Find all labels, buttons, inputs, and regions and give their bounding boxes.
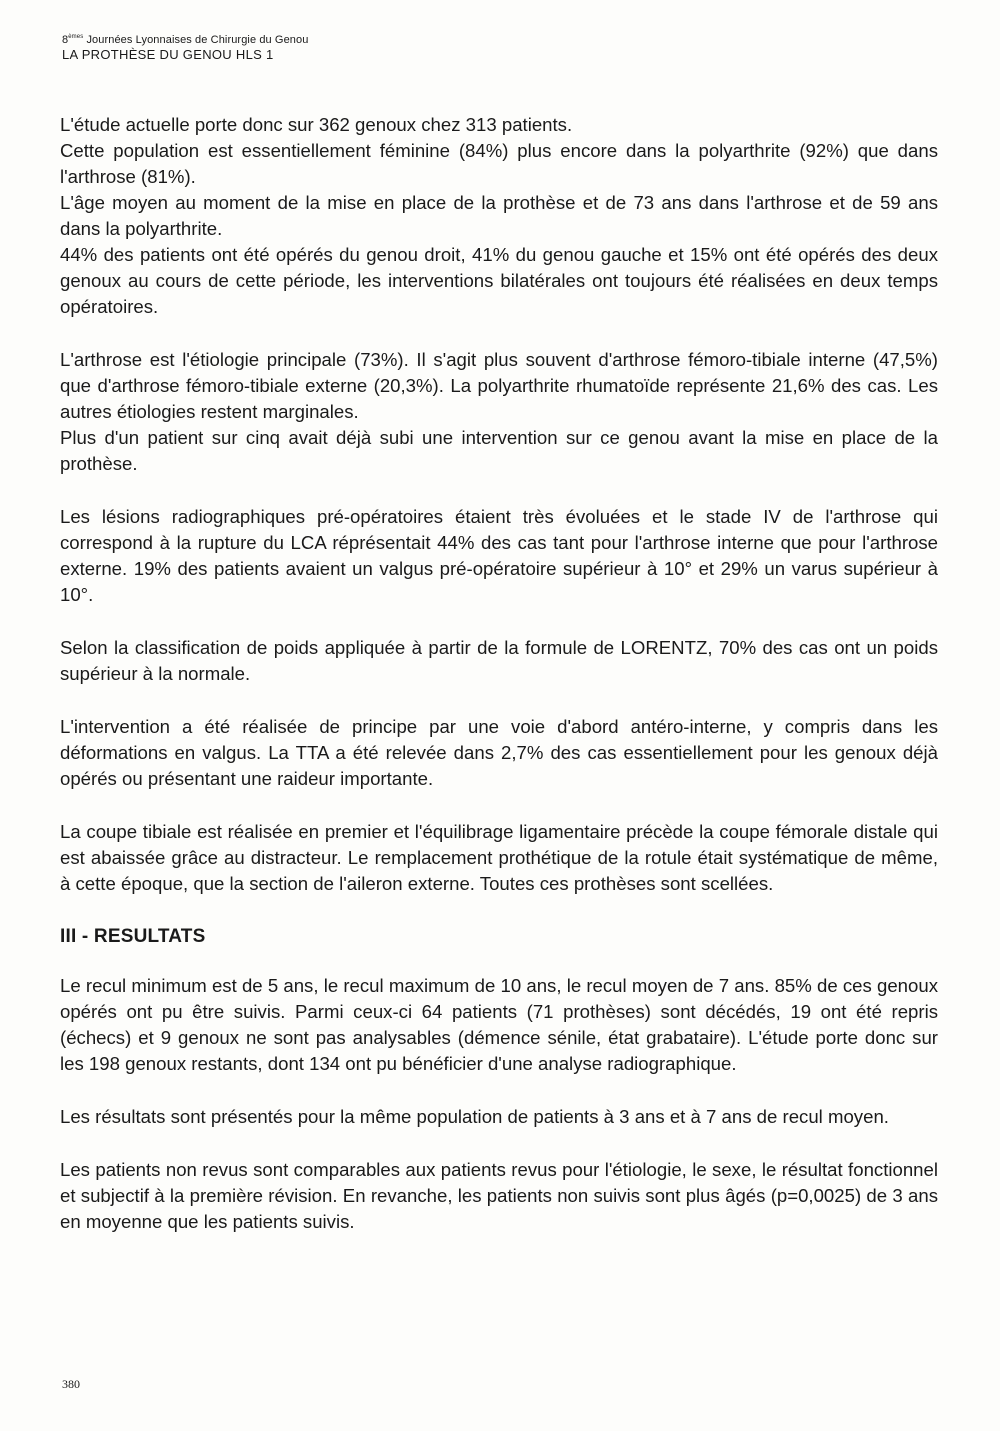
paragraph-etiology [60,347,938,477]
text-line: 44% des patients ont été opérés du genou droit, 41% du genou gauche et 15% ont été opérés des deux genoux au cours de cette période, les interventions bilatérales ont toujours été réalisées en deux temps opératoires. [60,244,938,317]
paragraph-results-presentation [60,1104,938,1130]
text-line: Selon la classification de poids appliquée à partir de la formule de LORENTZ, 70% des cas ont un poids supérieur à la normale. [60,637,938,684]
text-line: L'arthrose est l'étiologie principale (73%). Il s'agit plus souvent d'arthrose fémoro-tibiale interne (47,5%) que d'arthrose fémoro-tibiale externe (20,3%). La polyarthrite rhumatoïde représente 21,6% des cas. Les autres étiologies restent marginales. [60,349,938,422]
paragraph-weight-classification [60,635,938,687]
book-title: LA PROTHÈSE DU GENOU HLS 1 [62,47,274,63]
paragraph-follow-up [60,973,938,1077]
paragraph-surgical-technique [60,819,938,897]
text-line: L'intervention a été réalisée de principe par une voie d'abord antéro-interne, y compris dans les déformations en valgus. La TTA a été relevée dans 2,7% des cas essentiellement pour les genoux déjà opérés ou présentant une raideur importante. [60,716,938,789]
text-line: L'étude actuelle porte donc sur 362 genoux chez 313 patients. [60,114,573,135]
edition-number: 8 [62,34,69,46]
paragraph-surgical-approach [60,714,938,792]
text-line: Cette population est essentiellement féminine (84%) plus encore dans la polyarthrite (92%) que dans l'arthrose (81%). [60,140,938,187]
section-heading-results: III - RESULTATS [60,926,206,947]
text-line: Les patients non revus sont comparables aux patients revus pour l'étiologie, le sexe, le résultat fonctionnel et subjectif à la première révision. En revanche, les patients non suivis sont plus âgés (p=0,0025) de 3 ans en moyenne que les patients suivis. [60,1159,938,1232]
text-line: Le recul minimum est de 5 ans, le recul maximum de 10 ans, le recul moyen de 7 ans. 85% de ces genoux opérés ont pu être suivis. Parmi ceux-ci 64 patients (71 prothèses) sont décédés, 19 ont été repris (échecs) et 9 genoux ne sont pas analysables (démence sénile, état grabataire). L'étude porte donc sur les 198 genoux restants, dont 134 ont pu bénéficier d'une analyse radiographique. [60,975,938,1074]
body-text [60,112,938,1262]
text-line: L'âge moyen au moment de la mise en place de la prothèse et de 73 ans dans l'arthrose et de 59 ans dans la polyarthrite. [60,192,938,239]
text-line: Les lésions radiographiques pré-opératoires étaient très évoluées et le stade IV de l'arthrose qui correspond à la rupture du LCA réprésentait 44% des cas tant pour l'arthrose interne que pour l'arthrose externe. 19% des patients avaient un valgus pré-opératoire supérieur à 10° et 29% un varus supérieur à 10°. [60,506,938,605]
text-line: La coupe tibiale est réalisée en premier et l'équilibrage ligamentaire précède la coupe fémorale distale qui est abaissée grâce au distracteur. Le remplacement prothétique de la rotule était systématique de même, à cette époque, que la section de l'aileron externe. Toutes ces prothèses sont scellées. [60,821,938,894]
page-number: 380 [62,1377,80,1391]
text-line: Les résultats sont présentés pour la même population de patients à 3 ans et à 7 ans de recul moyen. [60,1106,889,1127]
edition-suffix: èmes [68,34,84,40]
conference-name: Journées Lyonnaises de Chirurgie du Genou [86,34,309,46]
conference-title [62,34,308,47]
paragraph-radiographic-lesions [60,504,938,608]
text-line: Plus d'un patient sur cinq avait déjà subi une intervention sur ce genou avant la mise en place de la prothèse. [60,427,938,474]
paragraph-lost-patients [60,1157,938,1235]
running-header [62,34,308,63]
paragraph-study-population [60,112,938,320]
